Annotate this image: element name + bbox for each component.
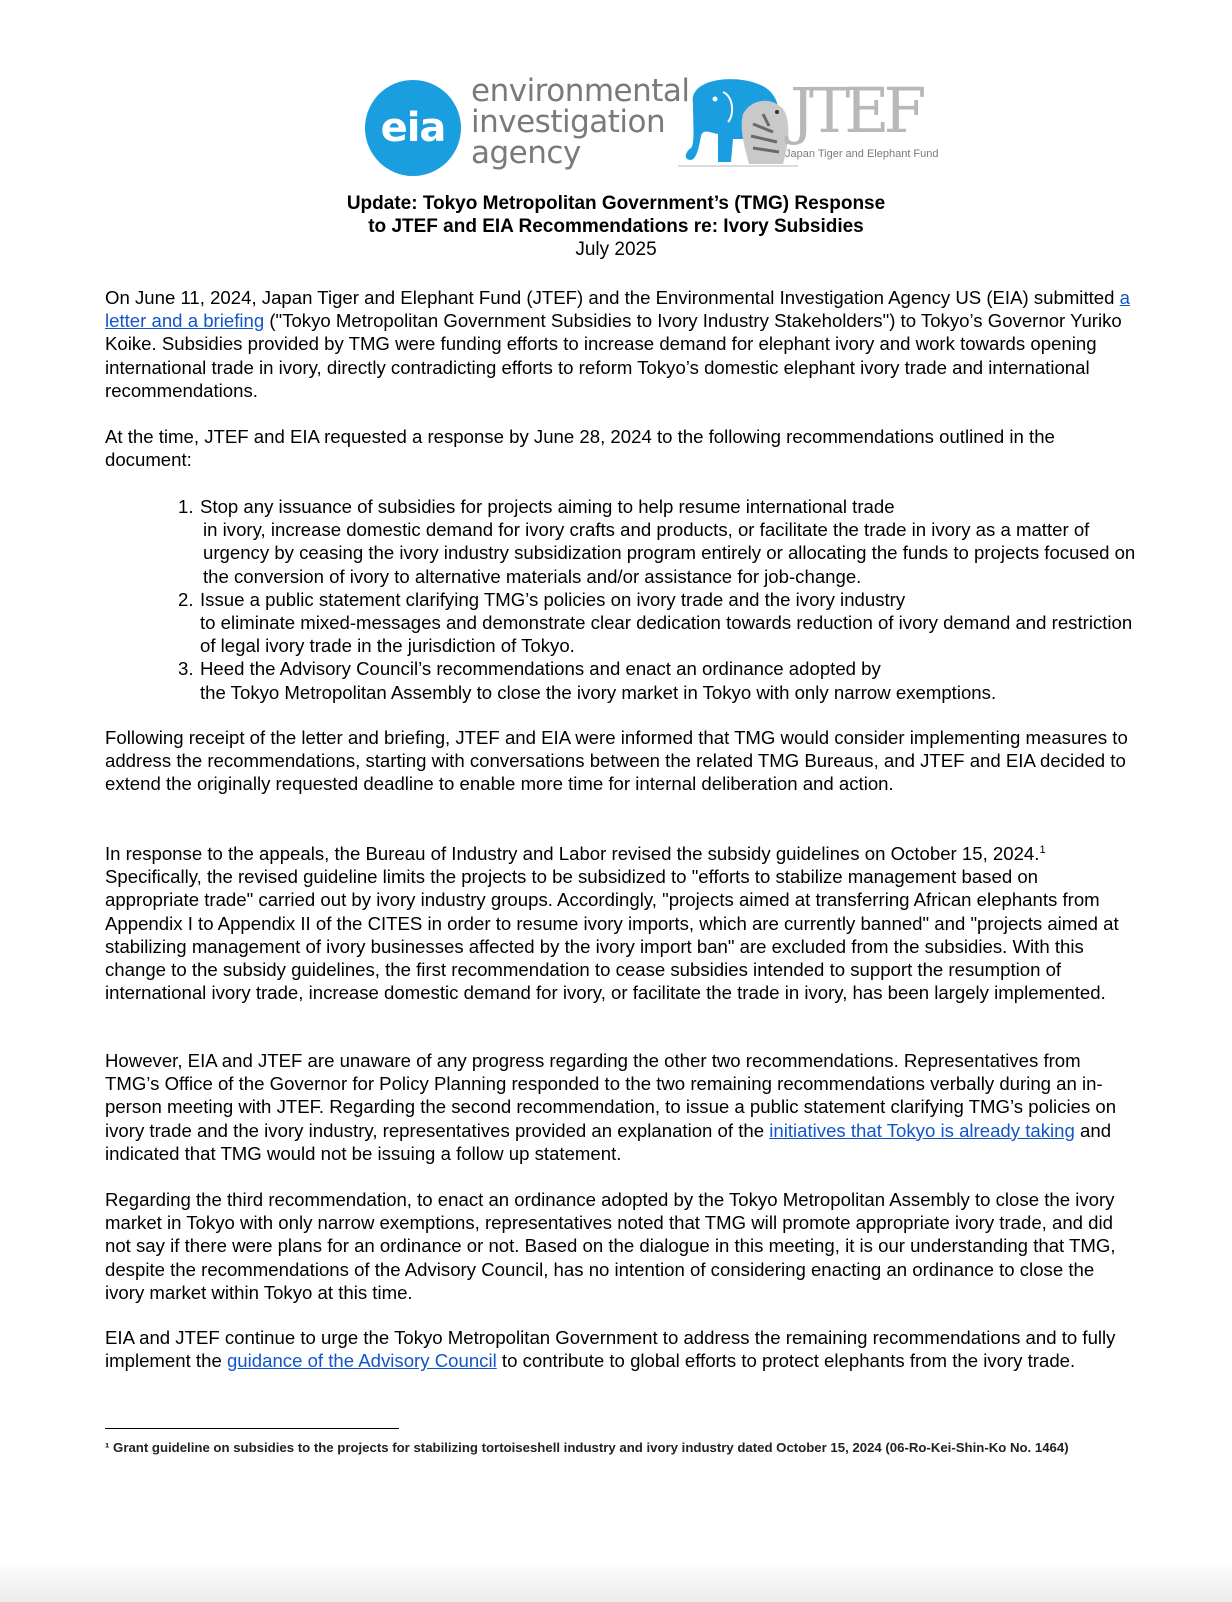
eia-word: environmental: [471, 73, 690, 109]
list-number: 2.: [178, 588, 194, 610]
recommendations-list: [178, 495, 1138, 704]
list-item: [178, 495, 1138, 588]
logo-header: [365, 74, 955, 184]
footnote-marker: 1: [1039, 843, 1046, 856]
paragraph-intro: [105, 286, 1135, 402]
paragraph-request: [105, 425, 1135, 471]
document-title: [0, 192, 1232, 261]
list-number: 3.: [178, 658, 194, 680]
advisory-council-link[interactable]: guidance of the Advisory Council: [226, 1350, 497, 1372]
paragraph-text: Regarding the third recommendation, to enact an ordinance adopted by the Tokyo Metropolitan Assembly to close the ivory market in Tokyo with only narrow exemptions, representatives noted that TMG will promote appropriate ivory trade, and did not say if there were plans for an ordinance or not. Based on the dialogue in this meeting, it is our understanding that TMG, despite the recommendations of the Advisory Council, has no intention of considering enacting an ordinance to close the ivory market within Tokyo at this time.: [105, 1189, 1116, 1303]
list-item: [178, 588, 1138, 658]
elephant-tiger-icon: [673, 74, 803, 174]
eia-word: investigation: [471, 104, 666, 140]
list-item-text: in ivory, increase domestic demand for ivory crafts and products, or facilitate the trade in ivory as a matter of urgency by ceasing the ivory industry subsidization program entirely or allocating the funds to projects focused on the conversion of ivory to alternative materials and/or assistance for job-change.: [203, 519, 1136, 587]
title-line-1: Update: Tokyo Metropolitan Government’s (TMG) Response: [346, 193, 886, 214]
list-item-text: the Tokyo Metropolitan Assembly to close the ivory market in Tokyo with only narrow exemptions.: [200, 681, 997, 703]
list-item-text: to eliminate mixed-messages and demonstrate clear dedication towards reduction of ivory demand and restriction of legal ivory trade in the jurisdiction of Tokyo.: [200, 612, 1133, 657]
eia-logo-icon: eia: [365, 80, 461, 176]
list-item-text: Heed the Advisory Council’s recommendations and enact an ordinance adopted by: [200, 658, 881, 680]
paragraph-text: to contribute to global efforts to protect elephants from the ivory trade.: [496, 1350, 1076, 1372]
paragraph-guideline-revision: [105, 842, 1135, 1004]
paragraph-text: In response to the appeals, the Bureau of Industry and Labor revised the subsidy guidelines on October 15, 2024.: [105, 843, 1040, 864]
paragraph-text: ("Tokyo Metropolitan Government Subsidies to Ivory Industry Stakeholders") to Tokyo’s Governor Yuriko Koike. Subsidies provided by TMG were funding efforts to increase demand for elephant ivory and work towards opening international trade in ivory, directly contradicting efforts to reform Tokyo’s domestic elephant ivory trade and international recommendations.: [105, 310, 1122, 401]
footnote-divider: [105, 1428, 399, 1429]
list-item: [178, 657, 1138, 703]
footnote: ¹ Grant guideline on subsidies to the projects for stabilizing tortoiseshell industry and ivory industry dated October 15, 2024 (06-Ro-Kei-Shin-Ko No. 1464): [105, 1440, 1069, 1455]
paragraph-third-recommendation: [105, 1188, 1135, 1304]
letter-briefing-link[interactable]: a letter and a briefing: [105, 287, 1130, 332]
title-line-2: to JTEF and EIA Recommendations re: Ivory Subsidies: [368, 216, 864, 237]
paragraph-conclusion: [105, 1326, 1135, 1372]
eia-wordmark: [471, 73, 690, 171]
jtef-wordmark: JTEF: [790, 74, 921, 147]
list-item-text: Issue a public statement clarifying TMG’s policies on ivory trade and the ivory industry: [200, 588, 906, 610]
paragraph-text: EIA and JTEF continue to urge the Tokyo Metropolitan Government to address the remaining recommendations and to fully implement the: [105, 1327, 1116, 1372]
paragraph-text: and indicated that TMG would not be issuing a follow up statement.: [105, 1119, 1112, 1164]
paragraph-text: At the time, JTEF and EIA requested a response by June 28, 2024 to the following recommendations outlined in the document:: [105, 426, 1055, 471]
list-number: 1.: [178, 496, 194, 517]
paragraph-second-recommendation: [105, 1049, 1135, 1165]
list-item-text: Stop any issuance of subsidies for projects aiming to help resume international trade: [200, 496, 895, 517]
document-date: July 2025: [575, 239, 657, 260]
paragraph-text: However, EIA and JTEF are unaware of any progress regarding the other two recommendations. Representatives from TMG’s Office of the Governor for Policy Planning responded to the two remaining recommendations verbally during an in-person meeting with JTEF. Regarding the second recommendation, to issue a public statement clarifying TMG’s policies on ivory trade and the ivory industry, representatives provided an explanation of the: [105, 1050, 1117, 1141]
initiatives-link[interactable]: initiatives that Tokyo is already taking: [769, 1119, 1075, 1141]
paragraph-text: Specifically, the revised guideline limits the projects to be subsidized to "efforts to stabilize management based on appropriate trade" carried out by ivory industry groups. Accordingly, "projects aimed at transferring African elephants from Appendix I to Appendix II of the CITES in order to resume ivory imports, which are currently banned" and "projects aimed at stabilizing management of ivory businesses affected by the ivory import ban" are excluded from the subsidies. With this change to the subsidy guidelines, the first recommendation to cease subsidies intended to support the resumption of international ivory trade, increase domestic demand for ivory, or facilitate the trade in ivory, has been largely implemented.: [105, 866, 1119, 1004]
paragraph-followup: [105, 726, 1135, 796]
paragraph-text: Following receipt of the letter and briefing, JTEF and EIA were informed that TMG would consider implementing measures to address the recommendations, starting with conversations between the related TMG Bureaus, and JTEF and EIA decided to extend the originally requested deadline to enable more time for internal deliberation and action.: [105, 727, 1128, 795]
paragraph-text: On June 11, 2024, Japan Tiger and Elephant Fund (JTEF) and the Environmental Investigation Agency US (EIA) submitted: [105, 287, 1120, 308]
page-bottom-shade: [0, 1560, 1232, 1602]
jtef-caption: Japan Tiger and Elephant Fund: [785, 148, 939, 160]
eia-word: agency: [471, 135, 581, 171]
